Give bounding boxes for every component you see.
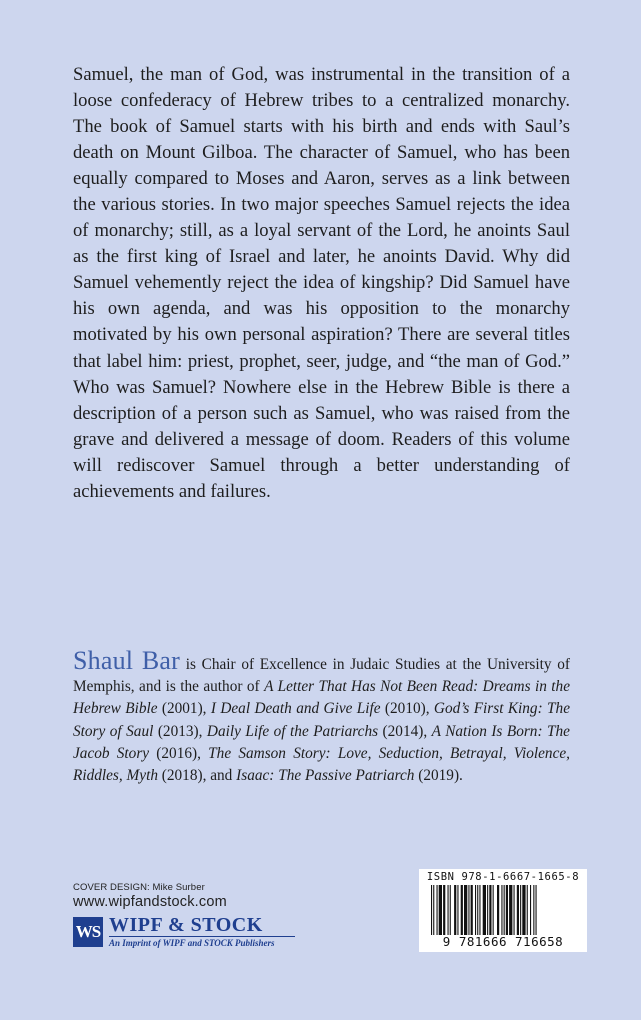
barcode-bar [475,885,476,935]
barcode-bar [530,885,531,935]
barcode-bar [471,885,473,935]
back-cover-blurb: Samuel, the man of God, was instrumental in the transition of a loose confederacy of Hebrew tribes to a centralized monarchy. The book of Samuel starts with his birth and ends with Saul’s death on Mount Gilboa. The character of Samuel, who has been equally compared to Moses and Aaron, serves as a link between the various stories. In two major speeches Samuel rejects the idea of monarchy; still, as a loyal servant of the Lord, he anoints Saul as the first king of Israel and later, he anoints David. Why did Samuel vehemently reject the idea of kingship? Did Samuel have his own agenda, and was his opposition to the monarchy motivated by his own personal aspiration? There are several titles that label him: priest, prophet, seer, judge, and “the man of God.” Who was Samuel? Nowhere else in the Hebrew Bible is there a description of a person such as Samuel, who was raised from the grave and delivered a message of doom. Readers of this volume will rediscover Samuel through a better understanding of achievements and failures. [73,64,570,502]
book-title: Isaac: The Passive Patriarch [236,767,415,785]
barcode-bar [520,885,521,935]
barcode-bar [506,885,508,935]
barcode-bar [487,885,488,935]
book-title: The Samson Story: Love, Seduction, Betrayal, Violence, Riddles, Myth [73,744,570,785]
book-title: Daily Life of the Patriarchs [206,722,379,740]
barcode-bar [448,885,449,935]
bio-text: (2016), [149,744,209,762]
barcode-bar [477,885,478,935]
barcode-bar [497,885,499,935]
book-title: A Nation Is Born: The Jacob Story [73,722,570,762]
barcode-bar [504,885,505,935]
barcode-bar [439,885,442,935]
barcode-bar [493,885,494,935]
barcode-bar [437,885,438,935]
barcode-bar [501,885,502,935]
barcode-bar [433,885,434,935]
bio-text: (2001), [157,700,211,718]
barcode-bar [527,885,528,935]
author-bio [73,646,570,787]
cover-design-credit: COVER DESIGN: Mike Surber [73,882,205,893]
book-title: I Deal Death and Give Life [210,700,381,718]
barcode-bar [464,885,467,935]
book-title: A Letter That Has Not Been Read: Dreams in the Hebrew Bible [73,678,570,718]
book-title: God’s First King: The Story of Saul [73,700,570,740]
publisher-divider [109,936,295,937]
barcode-bar [509,885,512,935]
barcode-bar [450,885,451,935]
barcode-bar [522,885,525,935]
publisher-tagline: An Imprint of WIPF and STOCK Publishers [109,938,275,948]
barcode-bar [461,885,463,935]
bio-text: (2013), [153,722,207,740]
author-name: Shaul Bar [73,646,180,675]
publisher-website[interactable]: www.wipfandstock.com [73,894,227,910]
bio-text: (2018), and [157,767,237,785]
bio-text: (2019). [414,767,463,785]
barcode-bar [533,885,534,935]
barcode-bar [443,885,445,935]
barcode-bar [431,885,432,935]
bio-text: is Chair of Excellence in Judaic Studies at the University of Memphis, and is the author of [73,656,570,696]
barcode-bars [431,885,575,935]
publisher-name: WIPF & STOCK [109,914,263,936]
bio-text: (2014), [378,722,432,740]
barcode-bar [468,885,469,935]
publisher-credits [73,882,333,948]
barcode-bar [479,885,480,935]
barcode-bar [489,885,491,935]
isbn-text: ISBN 978-1-6667-1665-8 [426,871,580,883]
publisher-logo [73,915,333,948]
ws-logo-icon: WS [73,917,103,947]
barcode-bar [457,885,458,935]
barcode-bar [454,885,456,935]
barcode-bar [514,885,515,935]
bio-text: (2010), [380,700,434,718]
barcode-bar [517,885,519,935]
isbn-barcode [419,869,587,952]
barcode-bar [483,885,486,935]
barcode-digits: 9 781666 716658 [442,934,564,949]
barcode-bar [536,885,537,935]
